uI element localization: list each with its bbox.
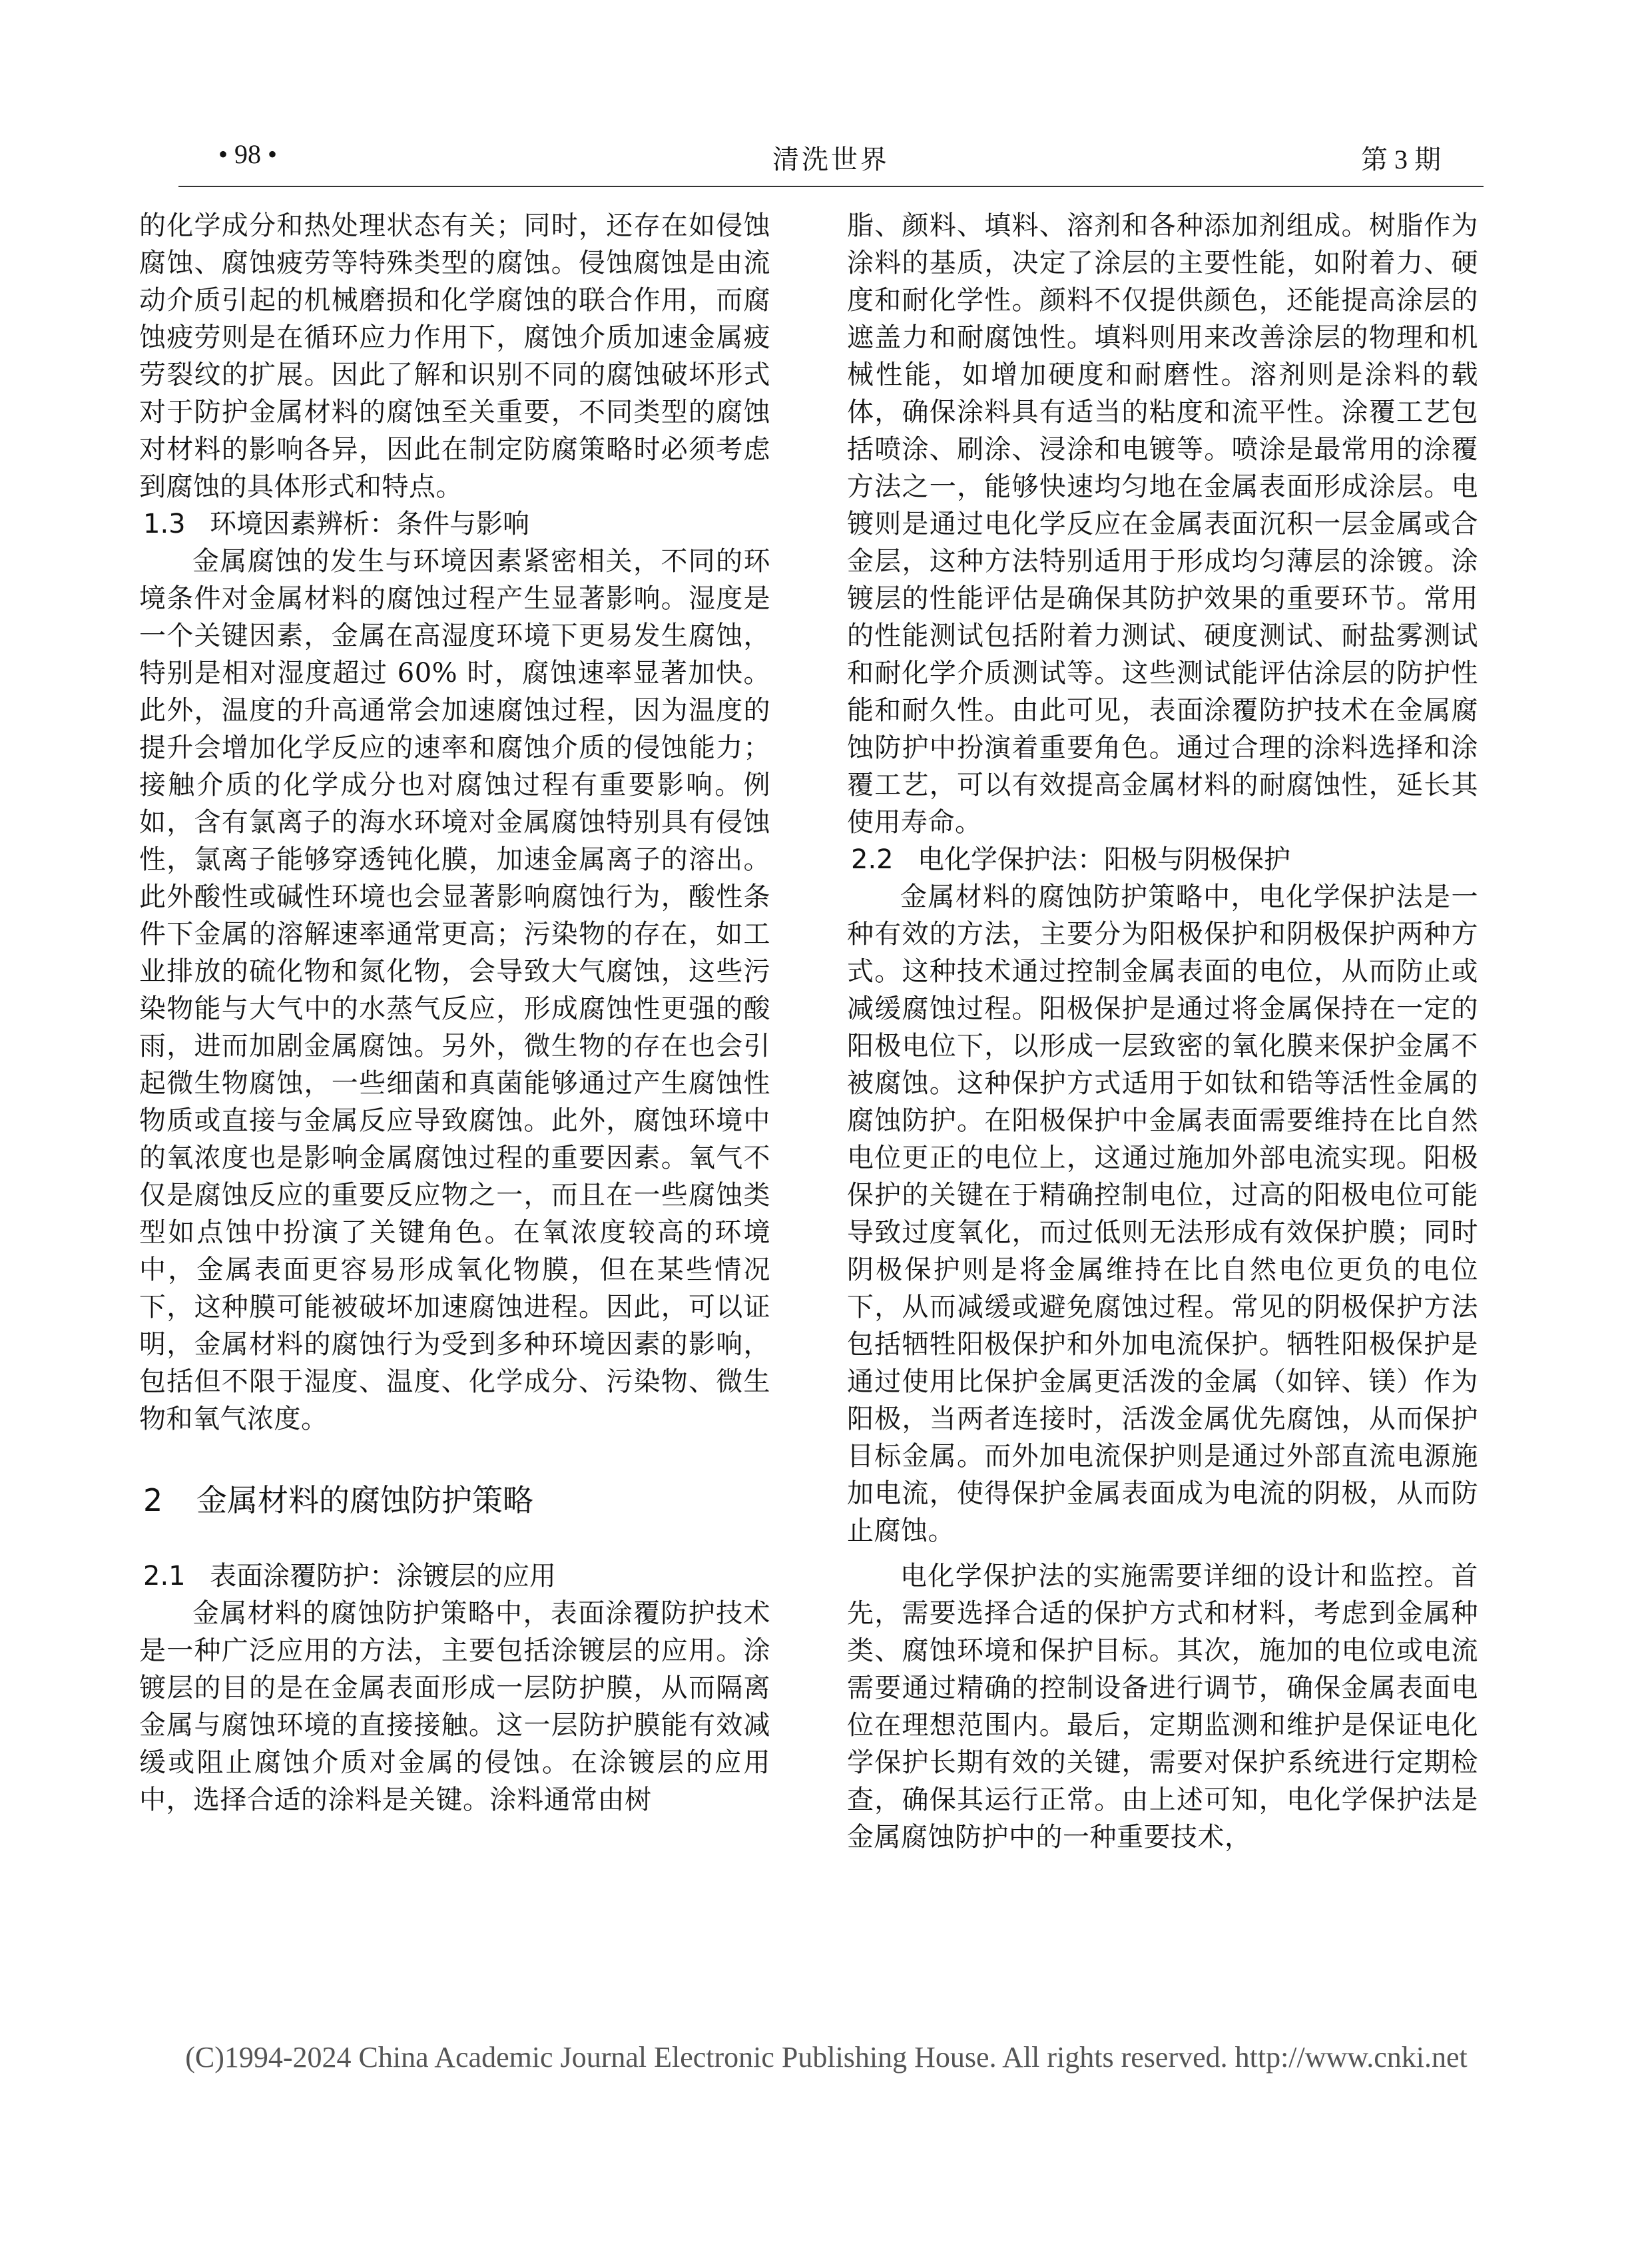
page-number: • 98 •	[218, 139, 278, 169]
paragraph: 电化学保护法的实施需要详细的设计和监控。首先，需要选择合适的保护方式和材料，考虑到金属种类、腐蚀环境和保护目标。其次，施加的电位或电流需要通过精确的控制设备进行调节，确保金属表面电位在理想范围内。最后，定期监测和维护是保证电化学保护长期有效的关键，需要对保护系统进行定期检查，确保其运行正常。由上述可知，电化学保护法是金属腐蚀防护中的一种重要技术，	[847, 1561, 1478, 1852]
section-heading-2-2	[847, 841, 1478, 878]
section-number: 2	[143, 1482, 163, 1518]
section-title: 环境因素辨析：条件与影响	[210, 509, 529, 539]
issue-number: 第 3 期	[1361, 144, 1441, 174]
section-number: 2.2	[851, 844, 894, 875]
journal-title: 清洗世界	[772, 144, 890, 174]
section-heading-2	[139, 1480, 770, 1520]
left-column	[139, 207, 770, 1819]
section-title: 电化学保护法：阳极与阴极保护	[918, 844, 1290, 875]
paragraph: 金属腐蚀的发生与环境因素紧密相关，不同的环境条件对金属材料的腐蚀过程产生显著影响。湿度是一个关键因素，金属在高湿度环境下更易发生腐蚀，特别是相对湿度超过 60% 时，腐蚀速率显著加快。此外，温度的升高通常会加速腐蚀过程，因为温度的提升会增加化学反应的速率和腐蚀介质的侵蚀能力；接触介质的化学成分也对腐蚀过程有重要影响。例如，含有氯离子的海水环境对金属腐蚀特别具有侵蚀性，氯离子能够穿透钝化膜，加速金属离子的溶出。此外酸性或碱性环境也会显著影响腐蚀行为，酸性条件下金属的溶解速率通常更高；污染物的存在，如工业排放的硫化物和氮化物，会导致大气腐蚀，这些污染物能与大气中的水蒸气反应，形成腐蚀性更强的酸雨，进而加剧金属腐蚀。另外，微生物的存在也会引起微生物腐蚀，一些细菌和真菌能够通过产生腐蚀性物质或直接与金属反应导致腐蚀。此外，腐蚀环境中的氧浓度也是影响金属腐蚀过程的重要因素。氧气不仅是腐蚀反应的重要反应物之一，而且在一些腐蚀类型如点蚀中扮演了关键角色。在氧浓度较高的环境中，金属表面更容易形成氧化物膜，但在某些情况下，这种膜可能被破坏加速腐蚀进程。因此，可以证明，金属材料的腐蚀行为受到多种环境因素的影响，包括但不限于湿度、温度、化学成分、污染物、微生物和氧气浓度。	[139, 546, 770, 1434]
paragraph: 金属材料的腐蚀防护策略中，电化学保护法是一种有效的方法，主要分为阳极保护和阴极保护两种方式。这种技术通过控制金属表面的电位，从而防止或减缓腐蚀过程。阳极保护是通过将金属保持在一定的阳极电位下，以形成一层致密的氧化膜来保护金属不被腐蚀。这种保护方式适用于如钛和锆等活性金属的腐蚀防护。在阳极保护中金属表面需要维持在比自然电位更正的电位上，这通过施加外部电流实现。阳极保护的关键在于精确控制电位，过高的阳极电位可能导致过度氧化，而过低则无法形成有效保护膜；同时阴极保护则是将金属维持在比自然电位更负的电位下，从而减缓或避免腐蚀过程。常见的阴极保护方法包括牺牲阳极保护和外加电流保护。牺牲阳极保护是通过使用比保护金属更活泼的金属（如锌、镁）作为阳极，当两者连接时，活泼金属优先腐蚀，从而保护目标金属。而外加电流保护则是通过外部直流电源施加电流，使得保护金属表面成为电流的阴极，从而防止腐蚀。	[847, 882, 1478, 1546]
header-rule	[178, 186, 1484, 187]
section-heading-2-1	[139, 1557, 770, 1595]
section-title: 表面涂覆防护：涂镀层的应用	[210, 1561, 556, 1591]
paragraph: 金属材料的腐蚀防护策略中，表面涂覆防护技术是一种广泛应用的方法，主要包括涂镀层的应用。涂镀层的目的是在金属表面形成一层防护膜，从而隔离金属与腐蚀环境的直接接触。这一层防护膜能有效减缓或阻止腐蚀介质对金属的侵蚀。在涂镀层的应用中，选择合适的涂料是关键。涂料通常由树	[139, 1598, 770, 1815]
running-header	[178, 139, 1484, 178]
paragraph: 脂、颜料、填料、溶剂和各种添加剂组成。树脂作为涂料的基质，决定了涂层的主要性能，如附着力、硬度和耐化学性。颜料不仅提供颜色，还能提高涂层的遮盖力和耐腐蚀性。填料则用来改善涂层的物理和机械性能，如增加硬度和耐磨性。溶剂则是涂料的载体，确保涂料具有适当的粘度和流平性。涂覆工艺包括喷涂、刷涂、浸涂和电镀等。喷涂是最常用的涂覆方法之一，能够快速均匀地在金属表面形成涂层。电镀则是通过电化学反应在金属表面沉积一层金属或合金层，这种方法特别适用于形成均匀薄层的涂镀。涂镀层的性能评估是确保其防护效果的重要环节。常用的性能测试包括附着力测试、硬度测试、耐盐雾测试和耐化学介质测试等。这些测试能评估涂层的防护性能和耐久性。由此可见，表面涂覆防护技术在金属腐蚀防护中扮演着重要角色。通过合理的涂料选择和涂覆工艺，可以有效提高金属材料的耐腐蚀性，延长其使用寿命。	[847, 210, 1478, 838]
section-number: 2.1	[143, 1561, 186, 1591]
section-heading-1-3	[139, 505, 770, 543]
section-title: 金属材料的腐蚀防护策略	[196, 1482, 533, 1518]
copyright-footer: (C)1994-2024 China Academic Journal Electronic Publishing House. All rights reserved. http://www.cnki.net	[185, 2041, 1468, 2074]
paragraph: 的化学成分和热处理状态有关；同时，还存在如侵蚀腐蚀、腐蚀疲劳等特殊类型的腐蚀。侵蚀腐蚀是由流动介质引起的机械磨损和化学腐蚀的联合作用，而腐蚀疲劳则是在循环应力作用下，腐蚀介质加速金属疲劳裂纹的扩展。因此了解和识别不同的腐蚀破坏形式对于防护金属材料的腐蚀至关重要，不同类型的腐蚀对材料的影响各异，因此在制定防腐策略时必须考虑到腐蚀的具体形式和特点。	[139, 210, 770, 502]
section-number: 1.3	[143, 509, 186, 539]
right-column	[847, 207, 1478, 1856]
